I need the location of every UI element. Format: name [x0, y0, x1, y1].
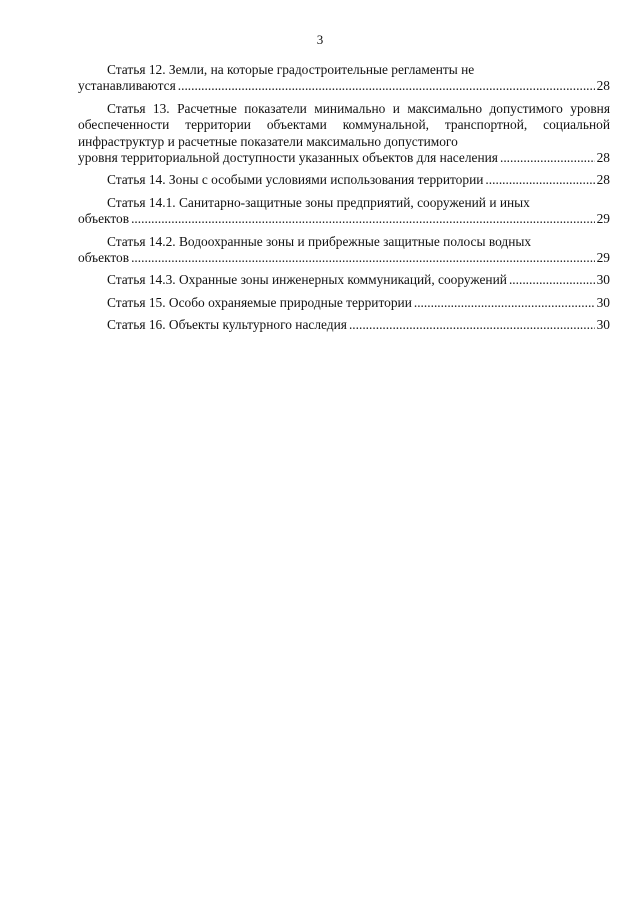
dot-leader: [178, 78, 595, 94]
dot-leader: [349, 317, 595, 333]
toc-entry-title-end: объектов: [78, 250, 130, 266]
toc-page-number: 28: [596, 172, 610, 188]
toc-page-number: 30: [596, 294, 610, 310]
dot-leader: [500, 150, 595, 166]
toc-entry-title-end: устанавливаются: [78, 78, 176, 94]
dot-leader: [131, 250, 595, 266]
toc-entry-article-14-1[interactable]: [78, 195, 610, 228]
toc-entry-article-13[interactable]: [78, 101, 610, 167]
page-number: 3: [316, 32, 324, 47]
toc-entry-article-14-3[interactable]: [78, 272, 610, 288]
toc-entry-title: Статья 14. Зоны с особыми условиями использования территории: [107, 172, 484, 188]
toc-entry-article-15[interactable]: [78, 295, 610, 311]
dot-leader: [131, 211, 595, 227]
toc-page-number: 28: [596, 78, 610, 94]
toc-entry-title-end: уровня территориальной доступности указанных объектов для населения: [78, 150, 498, 166]
toc-page-number: 28: [596, 150, 610, 166]
toc-page-number: 30: [596, 272, 610, 288]
toc-entry-article-12[interactable]: [78, 62, 610, 95]
toc-entry-article-14[interactable]: [78, 172, 610, 188]
dot-leader: [414, 295, 595, 311]
toc-entry-title: Статья 12. Земли, на которые градостроительные регламенты не: [107, 62, 475, 77]
toc-entry-title: Статья 16. Объекты культурного наследия: [107, 317, 347, 333]
toc-entry-title: Статья 14.3. Охранные зоны инженерных коммуникаций, сооружений: [107, 272, 507, 288]
toc-page-number: 30: [596, 317, 610, 333]
toc-page-number: 29: [596, 211, 610, 227]
toc-entry-article-16[interactable]: [78, 317, 610, 333]
dot-leader: [485, 172, 594, 188]
dot-leader: [509, 272, 595, 288]
toc-entry-title: Статья 13. Расчетные показатели минимально и максимально допустимого уровня обеспеченности территории объектами коммунальной, транспортной, социальной инфраструктур и расчетные показатели максимально допустимого: [78, 100, 610, 149]
table-of-contents: [78, 62, 610, 340]
toc-entry-title: Статья 15. Особо охраняемые природные территории: [107, 294, 412, 310]
toc-entry-article-14-2[interactable]: [78, 234, 610, 267]
toc-entry-title-end: объектов: [78, 211, 130, 227]
toc-entry-title: Статья 14.1. Санитарно-защитные зоны предприятий, сооружений и иных: [107, 194, 530, 210]
toc-page-number: 29: [596, 250, 610, 266]
toc-entry-title: Статья 14.2. Водоохранные зоны и прибрежные защитные полосы водных: [107, 233, 532, 249]
